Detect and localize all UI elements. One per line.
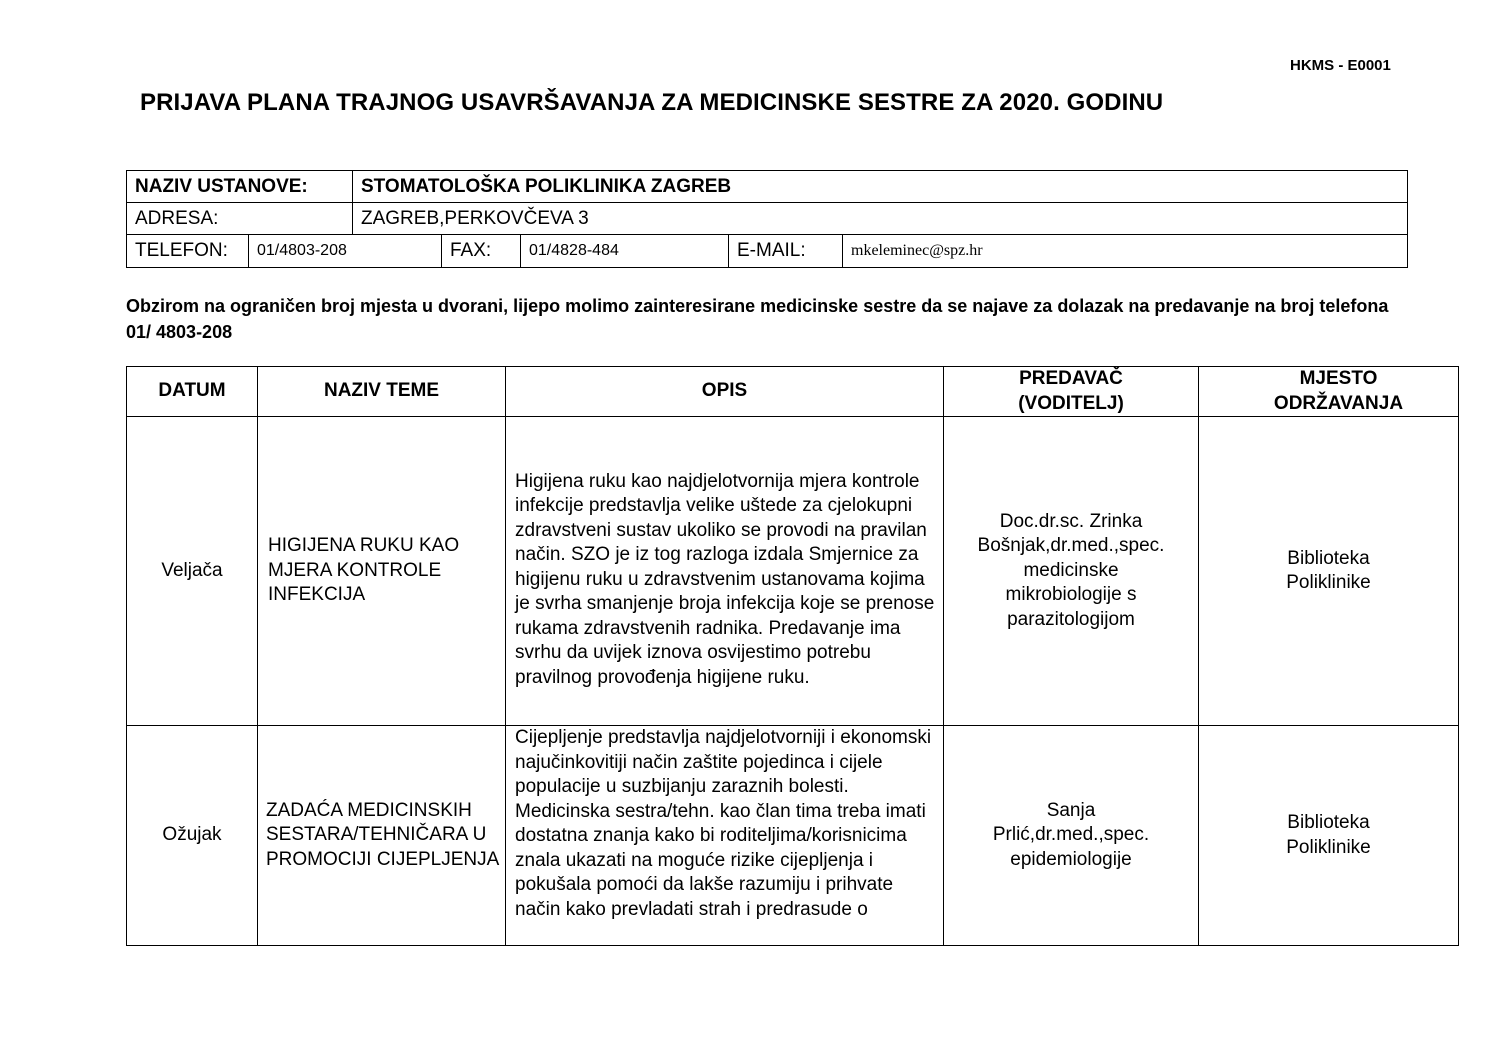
institution-name-label: NAZIV USTANOVE:	[127, 171, 353, 202]
schedule-header-row	[127, 367, 1459, 417]
address-value: ZAGREB,PERKOVČEVA 3	[361, 207, 589, 229]
lecture-schedule-table	[126, 366, 1459, 946]
institution-name-row	[127, 171, 1407, 203]
institution-address-row	[127, 203, 1407, 235]
row-date: Veljača	[127, 417, 258, 726]
row-date: Ožujak	[127, 726, 258, 946]
document-title: PRIJAVA PLANA TRAJNOG USAVRŠAVANJA ZA MEDICINSKE SESTRE ZA 2020. GODINU	[140, 89, 1164, 116]
row-lecturer: Doc.dr.sc. Zrinka Bošnjak,dr.med.,spec. medicinske mikrobiologije s parazitologijom	[944, 417, 1199, 726]
registration-notice: Obzirom na ograničen broj mjesta u dvorani, lijepo molimo zainteresirane medicinske sestre da se najave za dolazak na predavanje na broj telefona 01/ 4803-208	[126, 296, 1389, 342]
header-topic: NAZIV TEME	[258, 367, 506, 417]
row-topic: ZADAĆA MEDICINSKIH SESTARA/TEHNIČARA U PROMOCIJI CIJEPLJENJA	[258, 726, 506, 946]
fax-label: FAX:	[442, 235, 521, 267]
institution-info-table	[126, 170, 1408, 268]
address-label: ADRESA:	[127, 203, 353, 234]
document-code: HKMS - E0001	[1290, 57, 1391, 74]
row-location: Biblioteka Poliklinike	[1199, 417, 1459, 726]
fax-value: 01/4828-484	[521, 235, 729, 267]
table-row	[127, 417, 1459, 726]
header-lecturer: PREDAVAČ (VODITELJ)	[944, 367, 1199, 417]
row-location: Biblioteka Poliklinike	[1199, 726, 1459, 946]
row-lecturer: Sanja Prlić,dr.med.,spec. epidemiologije	[944, 726, 1199, 946]
email-label: E-MAIL:	[729, 235, 843, 267]
header-date: DATUM	[127, 367, 258, 417]
header-description: OPIS	[506, 367, 944, 417]
header-location: MJESTO ODRŽAVANJA	[1199, 367, 1459, 417]
institution-contact-row	[127, 235, 1407, 267]
row-description-cell	[506, 726, 944, 946]
row-description-clip	[515, 726, 937, 945]
row-topic: HIGIJENA RUKU KAO MJERA KONTROLE INFEKCIJA	[258, 417, 506, 726]
phone-label: TELEFON:	[127, 235, 249, 267]
institution-name-value: STOMATOLOŠKA POLIKLINIKA ZAGREB	[361, 175, 732, 197]
table-row	[127, 726, 1459, 946]
row-description: Higijena ruku kao najdjelotvornija mjera kontrole infekcije predstavlja velike uštede za cjelokupni zdravstveni sustav ukoliko se provodi na pravilan način. SZO je iz tog razloga izdala Smjernice za higijenu ruku u zdravstvenim ustanovama kojima je svrha smanjenje broja infekcija koje se prenose rukama zdravstvenih radnika. Predavanje ima svrhu da uvijek iznova osvijestimo potrebu pravilnog provođenja higijene ruku.	[506, 417, 944, 726]
row-description: Cijepljenje predstavlja najdjelotvorniji i ekonomski najučinkovitiji način zaštite pojedinca i cijele populacije u suzbijanju zaraznih bolesti. Medicinska sestra/tehn. kao član tima treba imati dostatna znanja kako bi roditeljima/korisnicima znala ukazati na moguće rizike cijepljenja i pokušala pomoći da lakše razumiju i prihvate način kako prevladati strah i predrasude o	[515, 727, 932, 920]
email-value: mkeleminec@spz.hr	[851, 242, 983, 259]
phone-value: 01/4803-208	[249, 235, 442, 267]
